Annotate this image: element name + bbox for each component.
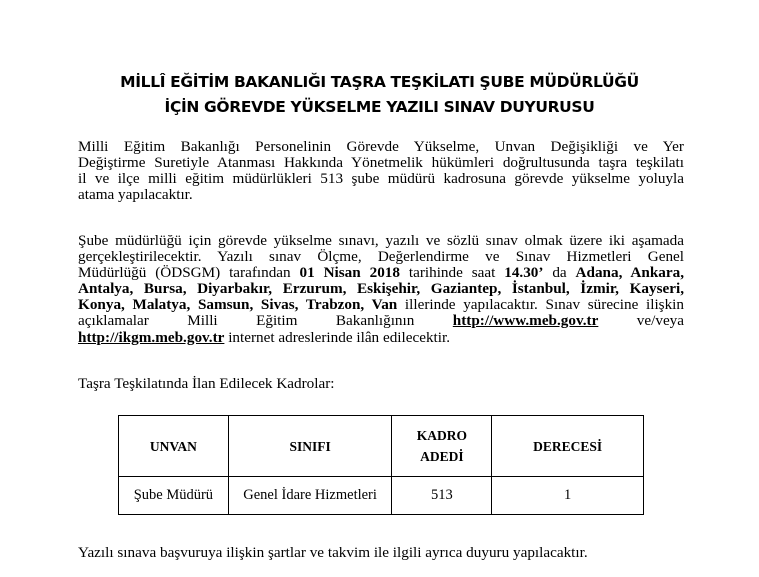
header-unvan: UNVAN bbox=[119, 416, 229, 477]
header-kadro-line-1: KADRO bbox=[416, 428, 467, 443]
cities-part-1: Adana, Ankara, bbox=[575, 264, 685, 282]
exam-line-3 bbox=[78, 265, 684, 281]
exam-line-5 bbox=[78, 297, 684, 313]
intro-paragraph bbox=[78, 139, 684, 203]
header-derecesi: DERECESİ bbox=[492, 416, 644, 477]
table-caption: Taşra Teşkilatında İlan Edilecek Kadrolar: bbox=[78, 375, 335, 392]
exam-line-6-text: açıklamalar Milli Eğitim Bakanlığının bbox=[78, 312, 415, 330]
intro-line-3: il ve ilçe milli eğitim müdürlükleri 513 şube müdürü kadrosuna görevde yükselme yoluyla bbox=[78, 170, 684, 188]
exam-line-6-post: ve/veya bbox=[636, 312, 685, 330]
exam-line-7 bbox=[78, 330, 684, 346]
title-line-1: MİLLÎ EĞİTİM BAKANLIĞI TAŞRA TEŞKİLATI ŞUBE MÜDÜRLÜĞÜ bbox=[120, 73, 639, 91]
exam-date: 01 Nisan 2018 bbox=[299, 264, 400, 282]
cell-sinifi: Genel İdare Hizmetleri bbox=[228, 477, 392, 515]
exam-info-paragraph bbox=[78, 233, 684, 346]
cell-derecesi: 1 bbox=[492, 477, 644, 515]
exam-line-5-rest: illerinde yapılacaktır. Sınav sürecine ilişkin bbox=[397, 296, 684, 314]
header-sinifi: SINIFI bbox=[228, 416, 392, 477]
intro-line-2: Değiştirme Suretiyle Atanması Hakkında Yönetmelik hükümleri doğrultusunda taşra teşkilatı bbox=[78, 154, 684, 172]
exam-line-3-mid2: da bbox=[543, 264, 576, 282]
exam-line-3-mid: tarihinde saat bbox=[399, 264, 505, 282]
cell-kadro-adedi: 513 bbox=[392, 477, 492, 515]
exam-line-7-post: internet adreslerinde ilân edilecektir. bbox=[224, 328, 450, 346]
header-kadro-adedi bbox=[392, 416, 492, 477]
exam-line-6 bbox=[78, 313, 684, 329]
positions-table bbox=[118, 415, 644, 515]
document-title bbox=[0, 70, 759, 120]
cities-part-3: Konya, Malatya, Samsun, Sivas, Trabzon, Van bbox=[78, 296, 398, 314]
table-row bbox=[119, 477, 644, 515]
title-line-2: İÇİN GÖREVDE YÜKSELME YAZILI SINAV DUYURUSU bbox=[164, 98, 595, 116]
ikgm-link[interactable]: http://ikgm.meb.gov.tr bbox=[78, 328, 225, 346]
exam-line-3-text: Müdürlüğü (ÖDSGM) tarafından bbox=[78, 264, 300, 282]
table-header-row bbox=[119, 416, 644, 477]
exam-time: 14.30’ bbox=[504, 264, 544, 282]
intro-line-1: Milli Eğitim Bakanlığı Personelinin Görevde Yükselme, Unvan Değişikliği ve Yer bbox=[78, 138, 684, 155]
cities-part-2: Antalya, Bursa, Diyarbakır, Erzurum, Eskişehir, Gaziantep, İstanbul, İzmir, Kayseri, bbox=[78, 280, 684, 298]
header-kadro-line-2: ADEDİ bbox=[420, 449, 464, 464]
exam-line-2: gerçekleştirilecektir. Yazılı sınav Ölçme, Değerlendirme ve Sınav Hizmetleri Genel bbox=[78, 248, 684, 266]
exam-line-1: Şube müdürlüğü için görevde yükselme sınavı, yazılı ve sözlü sınav olmak üzere iki aşamada bbox=[78, 232, 684, 249]
meb-link[interactable]: http://www.meb.gov.tr bbox=[452, 312, 599, 330]
footer-note: Yazılı sınava başvuruya ilişkin şartlar ve takvim ile ilgili ayrıca duyuru yapılacaktır. bbox=[78, 544, 588, 561]
cell-unvan: Şube Müdürü bbox=[119, 477, 229, 515]
intro-line-4: atama yapılacaktır. bbox=[78, 186, 193, 204]
exam-line-4 bbox=[78, 281, 684, 297]
